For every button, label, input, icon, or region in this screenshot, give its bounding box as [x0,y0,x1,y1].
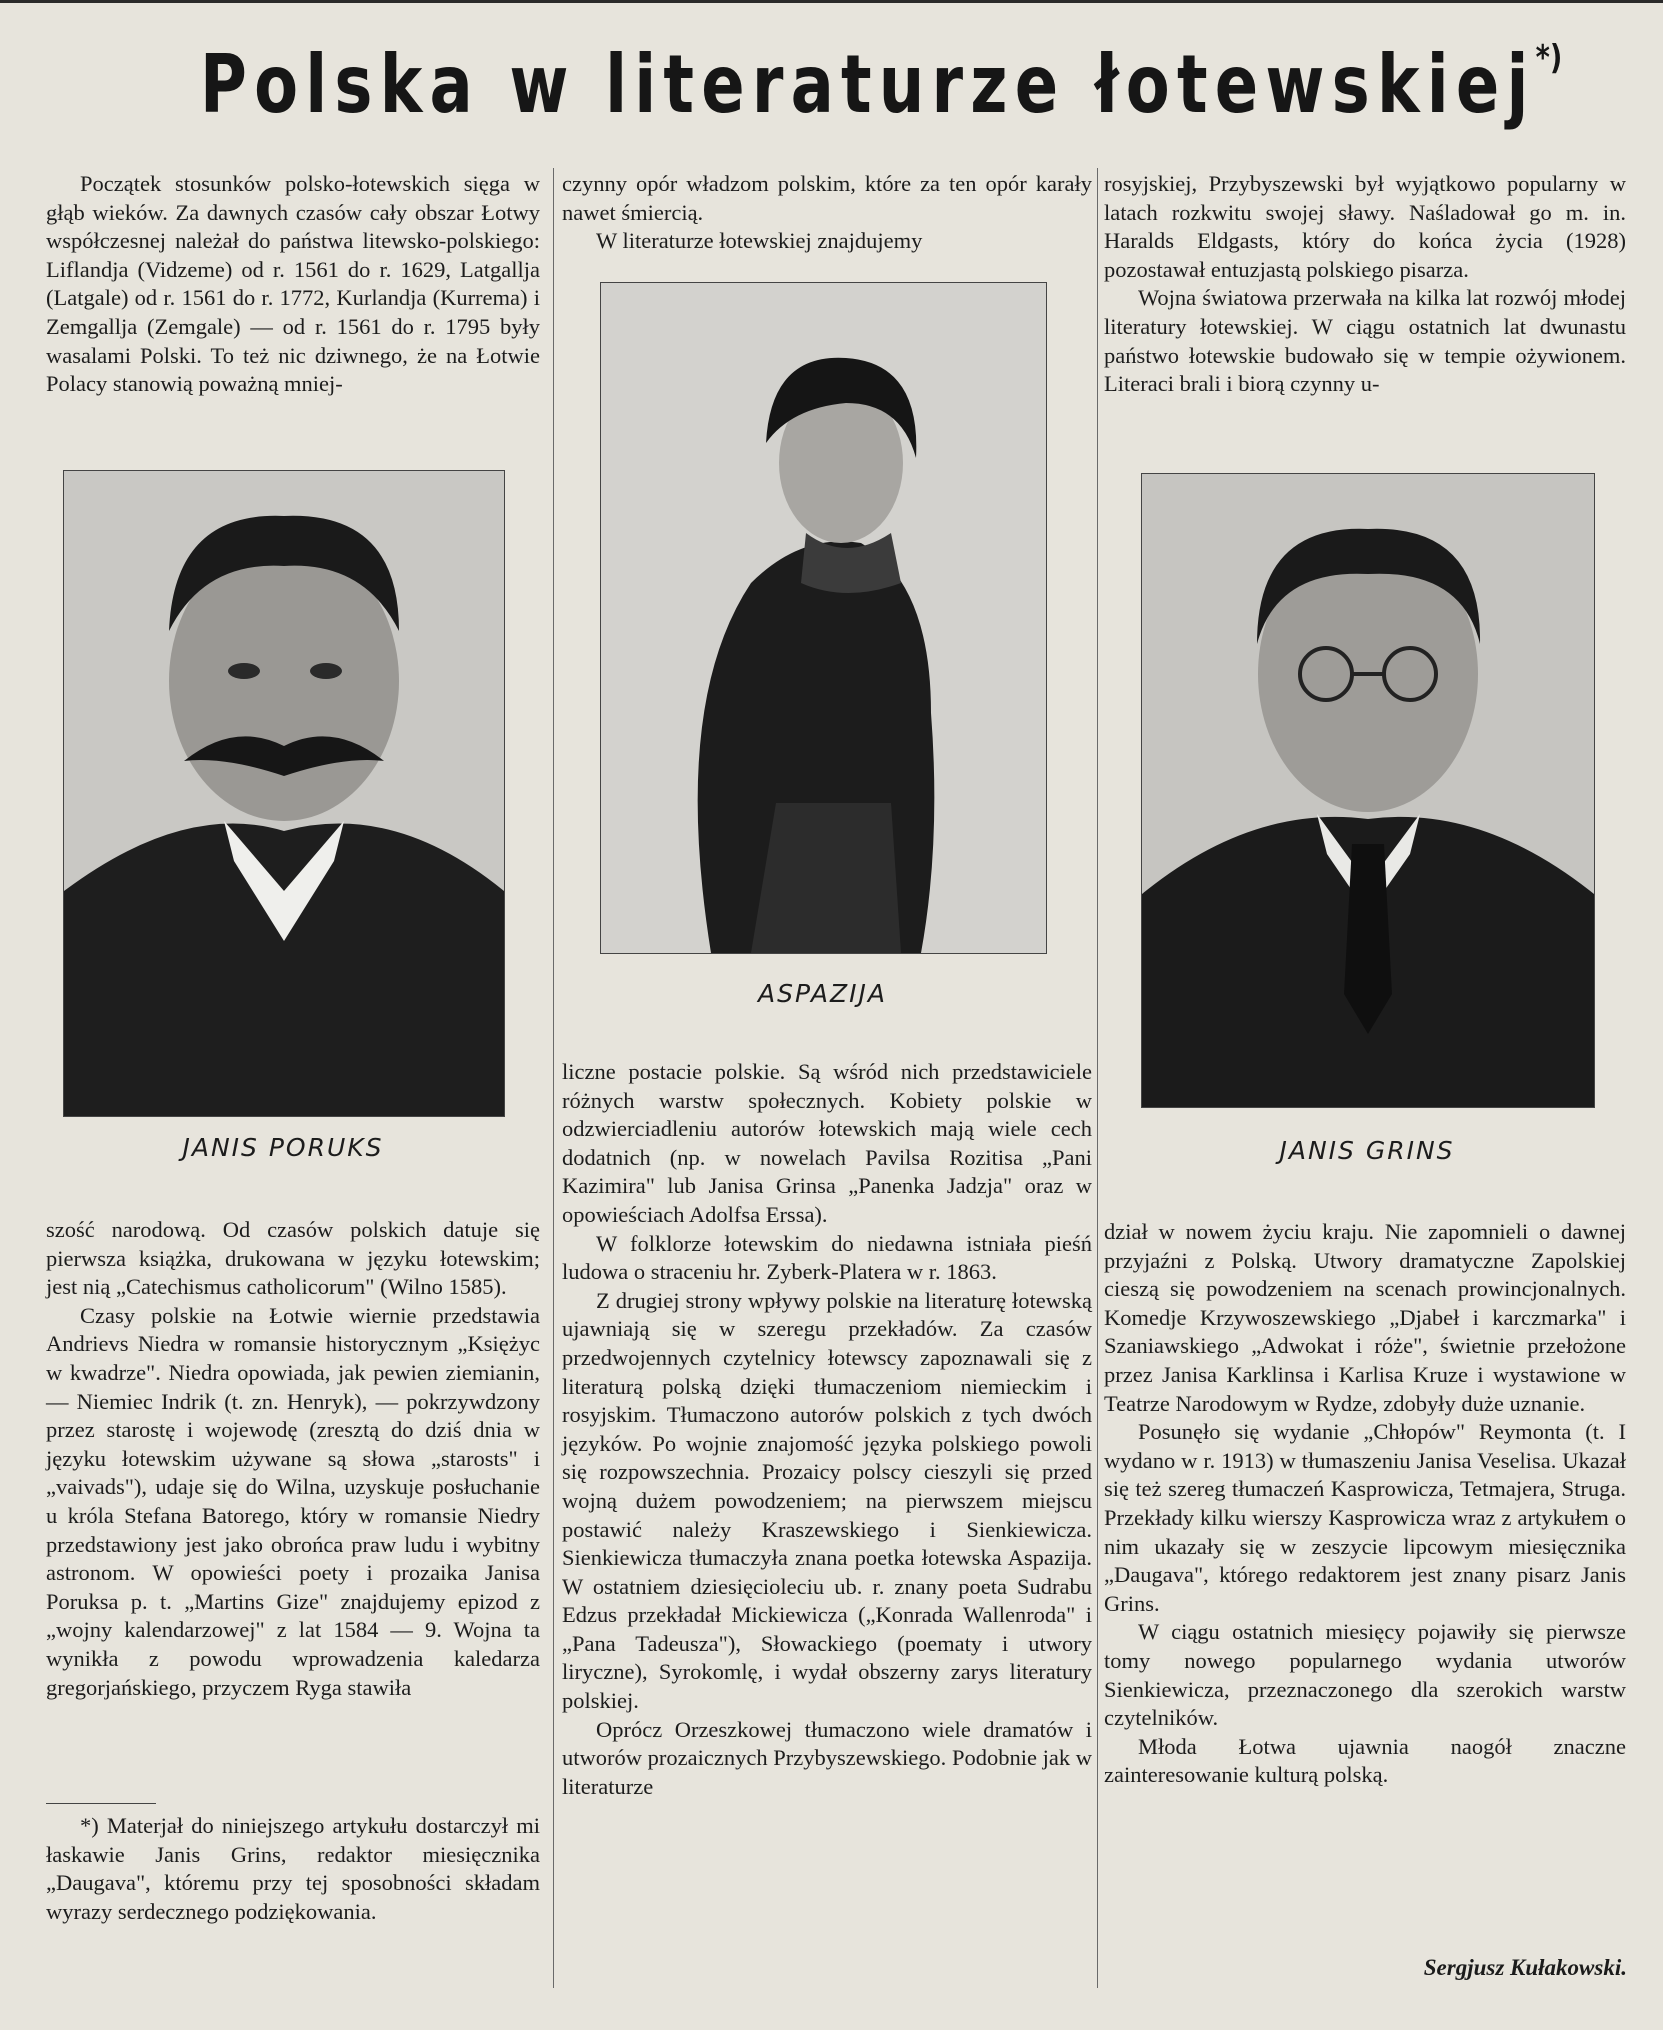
paragraph: dział w nowem życiu kraju. Nie zapomnieli o dawnej przyjaźni z Polską. Utwory dramatyczne Zapolskiej cieszą się powodzeniem na scenach prowincjonalnych. Komedje Krzywoszewskiego „Djabeł i karczmarka" i Szaniawskiego „Adwokat i róże", świetnie przełożone przez Janisa Karklinsa i Karlisa Kruze i wystawione w Teatrze Narodowym w Rydze, zdobyły duże uznanie. [1104,1219,1626,1416]
column-3-bottom [1104,1218,1626,1790]
column-2-bottom [562,1058,1092,1801]
photo-janis-poruks [63,470,505,1117]
paragraph: Czasy polskie na Łotwie wiernie przedstawia Andrievs Niedra w romansie historycznym „Księżyc w kwadrze". Niedra opowiada, jak pewien ziemianin, — Niemiec Indrik (t. zn. Henryk), — pokrzywdzony przez starostę i wojewodę (zresztą do dziś dnia w języku łotewskim używane są słowa „starosts" i „vaivads"), udaje się do Wilna, uzyskuje posłuchanie u króla Stefana Batorego, który w romansie Niedry przedstawiony jest jako obrońca praw ludu i wybitny astronom. W opowieści poety i prozaika Janisa Poruksa p. t. „Martins Gize" znajdujemy epizod z „wojny kalendarzowej" z lat 1584 — 9. Wojna ta wynikła z powodu wprowadzenia kaledarza gregorjańskiego, przyczem Ryga stawiła [46,1302,540,1700]
footnote-rule [46,1803,156,1804]
column-2-top [562,170,1092,256]
column-rule-2 [1097,168,1098,1988]
photo-janis-grins [1141,473,1595,1108]
paragraph: szość narodową. Od czasów polskich datuje się pierwsza książka, drukowana w języku łotewskim; jest nią „Catechismus catholicorum" (Wilno 1585). [46,1217,540,1300]
caption-aspazija: ASPAZIJA [758,979,887,1008]
footnote-text: *) Materjał do niniejszego artykułu dostarczył mi łaskawie Janis Grins, redaktor miesięcznika „Daugava", któremu przy tej sposobności składam wyrazy serdecznego podziękowania. [46,1813,540,1924]
title-text: Polska w literaturze łotewskiej [200,38,1536,131]
column-rule-1 [553,168,554,1988]
portrait-man-moustache-image [64,471,504,1116]
portrait-woman-image [601,283,1046,953]
paragraph: czynny opór władzom polskim, które za ten opór karały nawet śmiercią. [562,171,1092,225]
photo-aspazija [600,282,1047,954]
column-1-bottom [46,1216,540,1702]
paragraph: Posunęło się wydanie „Chłopów" Reymonta (t. I wydano w r. 1913) w tłumaszeniu Janisa Veselisa. Ukazał się też szereg tłumaczeń Kasprowicza, Tetmajera, Struga. Przekłady kilku wierszy Kasprowicza wraz z artykułem o nim ukazały się w zeszycie lipcowym miesięcznika „Daugava", którego redaktorem jest znany pisarz Janis Grins. [1104,1419,1626,1616]
paragraph: W literaturze łotewskiej znajdujemy [596,228,923,254]
column-1-top [46,170,540,399]
paragraph: liczne postacie polskie. Są wśród nich przedstawiciele różnych warstw społecznych. Kobiety polskie w odzwierciadleniu autorów łotewskich mają wiele cech dodatnich (np. w nowelach Pavilsa Rozitisa „Pani Kazimira" lub Janisa Grinsa „Panenka Jadzja" oraz w opowieściach Adolfsa Erssa). [562,1059,1092,1227]
paragraph: Oprócz Orzeszkowej tłumaczono wiele dramatów i utworów prozaicznych Przybyszewskiego. Podobnie jak w literaturze [562,1716,1092,1799]
paragraph: W ciągu ostatnich miesięcy pojawiły się pierwsze tomy nowego popularnego wydania utworów Sienkiewicza, przeznaczonego dla szerokich warstw czytelników. [1104,1619,1626,1731]
paragraph: Początek stosunków polsko-łotewskich sięga w głąb wieków. Za dawnych czasów cały obszar Łotwy współczesnej należał do państwa litewsko-polskiego: Liflandja (Vidzeme) od r. 1561 do r. 1629, Latgallja (Latgale) od r. 1561 do r. 1772, Kurlandja (Kurrema) i Zemgallja (Zemgale) — od r. 1561 do r. 1795 były wasalami Polski. To też nic dziwnego, że na Łotwie Polacy stanowią poważną mniej- [46,171,540,397]
paragraph: Młoda Łotwa ujawnia naogół znaczne zainteresowanie kulturą polską. [1104,1733,1626,1788]
column-3-top [1104,170,1626,399]
caption-janis-grins: JANIS GRINS [1279,1136,1455,1165]
paragraph: Z drugiej strony wpływy polskie na literaturę łotewską ujawniają się w szeregu przekładów. Za czasów przedwojennych czytelnicy łotewscy zapoznawali się z literaturą polską dzięki tłumaczeniom niemieckim i rosyjskim. Tłumaczono autorów polskich z tych dwóch języków. Po wojnie znajomość języka polskiego powoli się rozpowszechnia. Prozaicy polscy cieszyli się przed wojną dużem powodzeniem; na pierwszem miejscu postawić należy Kraszewskiego i Sienkiewicza. Sienkiewicza tłumaczyła znana poetka łotewska Aspazija. W ostatniem dziesięcioleciu ub. r. znany poeta Sudrabu Edzus przekładał Mickiewicza („Konrada Wallenroda" i „Pana Tadeusza"), Słowackiego (poematy i utwory liryczne), Syrokomlę, i wydał obszerny zarys literatury polskiej. [562,1287,1092,1714]
footnote [46,1812,540,1926]
portrait-man-glasses-image [1142,474,1594,1107]
title-footnote-mark: *) [1535,38,1563,78]
top-rule [0,0,1663,3]
paragraph: rosyjskiej, Przybyszewski był wyjątkowo popularny w latach rozkwitu swojej sławy. Naśladował go m. in. Haralds Eldgasts, który do końca życia (1928) pozostawał entuzjastą polskiego pisarza. [1104,171,1626,282]
author-signature: Sergjusz Kułakowski. [1423,1955,1627,1980]
caption-janis-poruks: JANIS PORUKS [182,1133,384,1162]
paragraph: W folklorze łotewskim do niedawna istniała pieśń ludowa o straceniu hr. Zyberk-Platera w r. 1863. [562,1230,1092,1285]
article-title [200,38,1563,131]
paragraph: Wojna światowa przerwała na kilka lat rozwój młodej literatury łotewskiej. W ciągu ostatnich lat dwunastu państwo łotewskie budowało się w tempie ożywionem. Literaci brali i biorą czynny u- [1104,285,1626,397]
